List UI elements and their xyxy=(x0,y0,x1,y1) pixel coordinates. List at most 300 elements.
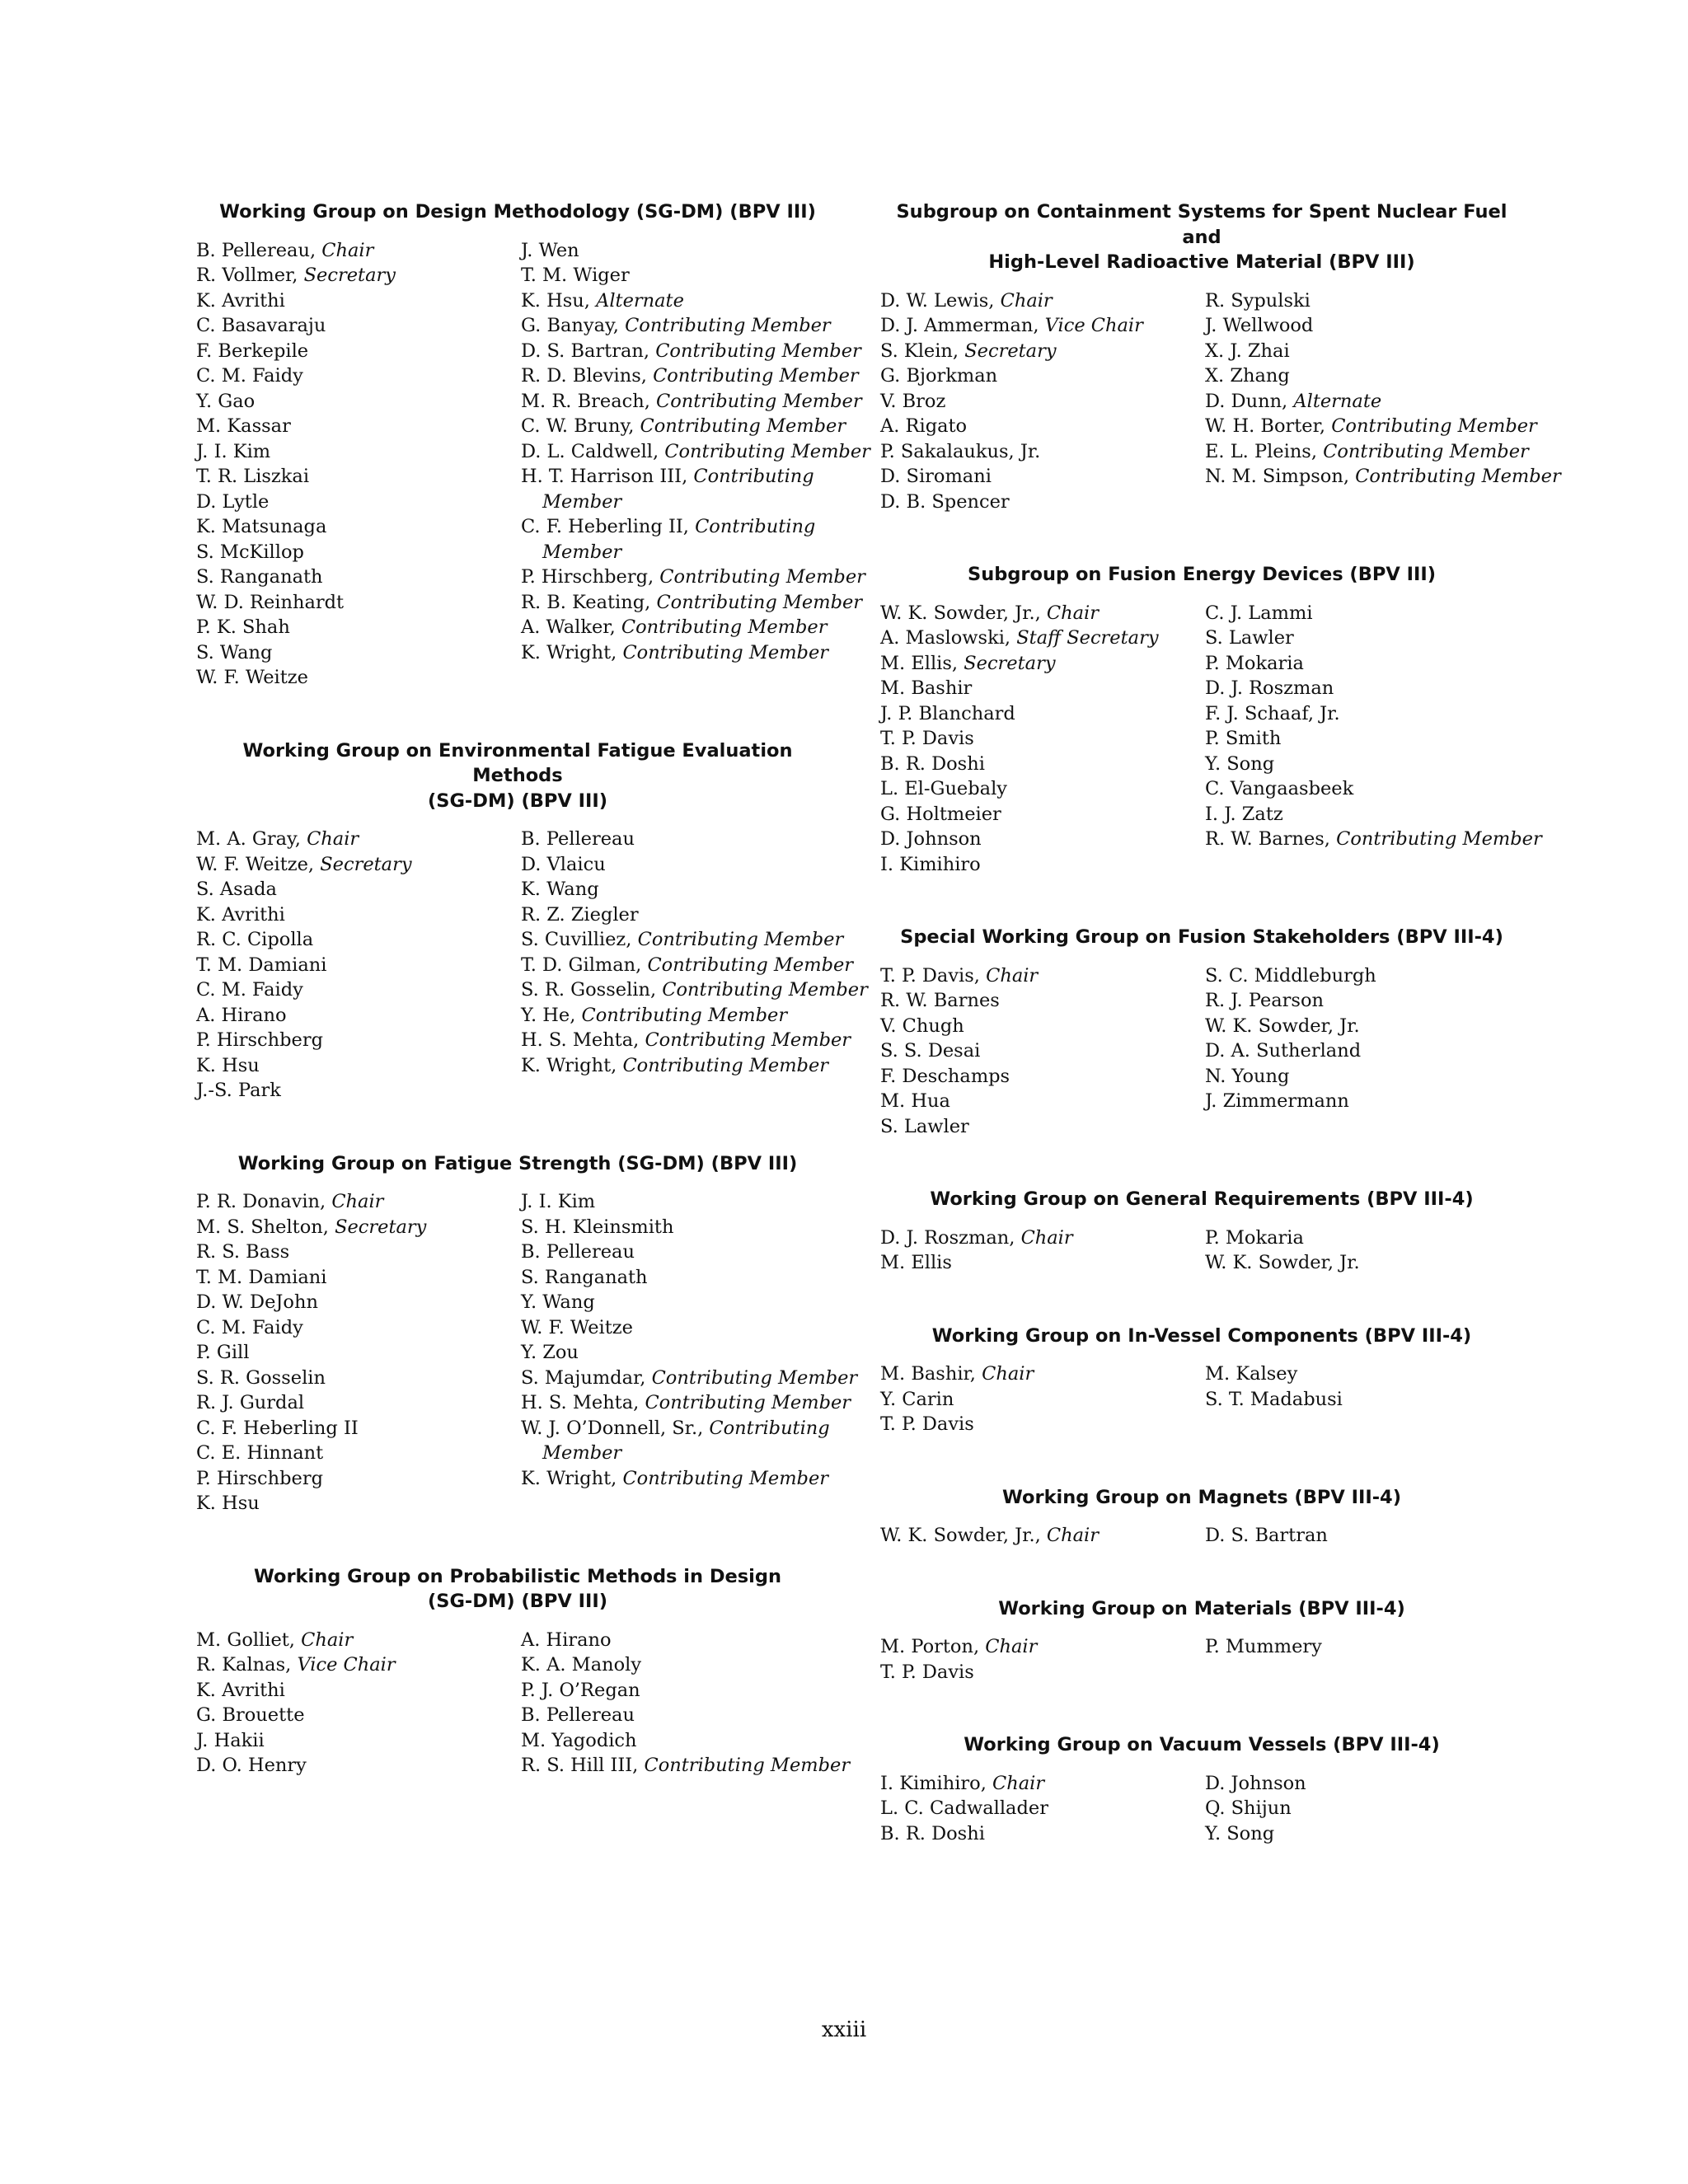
member-name: W. F. Weitze xyxy=(196,667,308,688)
member-name: X. Zhang xyxy=(1205,365,1290,387)
member-name: R. D. Blevins, xyxy=(521,365,647,387)
group-title xyxy=(196,738,839,814)
member-name: D. Siromani xyxy=(880,466,992,487)
committee-group xyxy=(880,1324,1523,1437)
member-entry xyxy=(196,490,521,515)
group-title-line: Working Group on Vacuum Vessels (BPV III-4) xyxy=(964,1734,1440,1755)
group-title-line: Subgroup on Fusion Energy Devices (BPV III) xyxy=(968,564,1436,585)
member-name: M. Bashir, xyxy=(880,1363,976,1385)
member-name: D. Vlaicu xyxy=(521,853,606,875)
member-entry xyxy=(1205,288,1523,314)
group-title-line: (SG-DM) (BPV III) xyxy=(427,790,608,812)
member-name: Y. Song xyxy=(1205,752,1275,775)
member-name: W. H. Borter, xyxy=(1205,415,1326,437)
member-role: Chair xyxy=(1046,1525,1099,1546)
group-title-line: High-Level Radioactive Material (BPV III) xyxy=(988,251,1415,273)
member-entry xyxy=(880,701,1205,727)
member-entry xyxy=(880,288,1205,314)
member-entry xyxy=(880,1660,1205,1685)
member-entry xyxy=(1205,701,1523,727)
committee-group xyxy=(880,1187,1523,1276)
member-entry xyxy=(196,1628,521,1653)
member-role: Contributing Member xyxy=(656,390,862,412)
member-name: P. Mokaria xyxy=(1205,652,1304,674)
member-name: F. Deschamps xyxy=(880,1065,1010,1087)
member-name: W. K. Sowder, Jr., xyxy=(880,602,1041,624)
group-title-line: Working Group on In-Vessel Components (BPV III-4) xyxy=(931,1324,1472,1347)
group-title xyxy=(880,562,1523,588)
member-entry xyxy=(521,339,861,364)
member-entry xyxy=(521,1753,851,1779)
member-name: D. L. Caldwell, xyxy=(521,440,659,462)
member-name: M. S. Shelton, xyxy=(196,1216,329,1238)
member-list xyxy=(880,963,1205,1140)
member-name: P. K. Shah xyxy=(196,616,290,638)
member-entry xyxy=(880,439,1205,465)
member-entry xyxy=(880,726,1205,752)
member-entry xyxy=(196,1290,521,1315)
member-name: K. Wang xyxy=(521,879,599,900)
member-name: D. Johnson xyxy=(880,828,982,850)
member-entry xyxy=(880,752,1205,777)
member-name: S. Klein, xyxy=(880,340,959,362)
member-columns xyxy=(880,1361,1523,1437)
member-name: M. R. Breach, xyxy=(521,390,650,412)
member-name: A. Walker, xyxy=(521,616,616,638)
group-title-line: Working Group on General Requirements (BPV III-4) xyxy=(930,1188,1474,1210)
member-name: Y. Song xyxy=(1205,1822,1275,1844)
member-name: Y. Gao xyxy=(196,390,256,412)
member-role: Chair xyxy=(331,1191,384,1212)
member-entry xyxy=(196,977,521,1003)
group-title xyxy=(196,1151,839,1177)
member-entry xyxy=(196,1366,521,1391)
member-entry xyxy=(1205,802,1523,827)
member-list xyxy=(1205,1634,1523,1685)
member-name: P. R. Donavin, xyxy=(196,1191,326,1212)
member-entry xyxy=(880,313,1205,339)
member-list xyxy=(880,601,1205,878)
member-entry xyxy=(880,1387,1205,1413)
group-title xyxy=(880,925,1523,950)
member-list xyxy=(196,238,521,691)
member-entry xyxy=(196,1703,521,1728)
member-role: Contributing Member xyxy=(645,1392,851,1413)
member-entry xyxy=(196,389,521,415)
member-columns xyxy=(196,1189,858,1516)
member-role: Contributing Member xyxy=(637,929,844,950)
member-entry xyxy=(521,927,844,953)
member-entry xyxy=(1205,752,1523,777)
group-title-line: Subgroup on Containment Systems for Spent Nuclear Fuel and xyxy=(896,201,1507,248)
member-entry xyxy=(880,852,1205,878)
member-role: Chair xyxy=(301,1629,354,1651)
left-column xyxy=(196,199,870,1826)
member-name: L. El-Guebaly xyxy=(880,778,1007,799)
member-name: H. T. Harrison III, xyxy=(521,466,688,487)
member-entry xyxy=(521,389,862,415)
member-name: K. Wright, xyxy=(521,1054,617,1076)
member-name: D. O. Henry xyxy=(196,1755,307,1776)
member-name: F. J. Schaaf, Jr. xyxy=(1205,702,1340,724)
member-entry xyxy=(521,953,854,978)
member-entry xyxy=(521,464,839,514)
member-name: S. Wang xyxy=(196,641,273,663)
member-role: Contributing Member xyxy=(651,1366,858,1389)
member-entry xyxy=(1205,1387,1523,1413)
member-name: W. K. Sowder, Jr. xyxy=(1205,1015,1360,1037)
member-name: B. Pellereau xyxy=(521,828,635,850)
member-role: Contributing Member xyxy=(622,1467,829,1489)
member-entry xyxy=(1205,464,1561,490)
member-entry xyxy=(196,263,521,288)
member-entry xyxy=(521,590,863,616)
member-entry xyxy=(1205,313,1523,339)
member-name: D. J. Roszman, xyxy=(880,1226,1015,1249)
member-entry xyxy=(196,363,521,389)
member-name: P. Mummery xyxy=(1205,1636,1322,1657)
member-name: C. M. Faidy xyxy=(196,365,303,387)
member-entry xyxy=(880,1523,1205,1549)
member-role: Contributing Member xyxy=(542,1417,830,1464)
committee-group xyxy=(880,562,1542,877)
member-role: Vice Chair xyxy=(297,1654,396,1675)
member-entry xyxy=(196,877,521,902)
member-entry xyxy=(521,1652,839,1678)
member-entry xyxy=(521,615,839,640)
member-entry xyxy=(880,776,1205,802)
member-entry xyxy=(521,1003,839,1029)
member-name: V. Broz xyxy=(880,390,946,412)
member-entry xyxy=(196,1240,521,1265)
member-entry xyxy=(1205,1771,1523,1797)
member-entry xyxy=(196,1441,521,1466)
member-role: Contributing Member xyxy=(581,1004,788,1026)
member-entry xyxy=(1205,1038,1523,1064)
member-list xyxy=(1205,1523,1523,1549)
member-role: Contributing Member xyxy=(653,365,859,387)
member-entry xyxy=(196,902,521,928)
member-name: R. Kalnas, xyxy=(196,1654,292,1675)
member-role: Secretary xyxy=(335,1216,427,1238)
member-entry xyxy=(521,263,839,288)
member-name: P. Gill xyxy=(196,1342,250,1363)
member-entry xyxy=(1205,1523,1523,1549)
member-role: Contributing Member xyxy=(644,1755,851,1776)
member-entry xyxy=(880,601,1205,626)
member-list xyxy=(880,1361,1205,1437)
member-entry xyxy=(521,1189,839,1215)
member-entry xyxy=(880,1412,1205,1437)
member-name: Y. He, xyxy=(521,1004,576,1026)
member-name: W. F. Weitze xyxy=(521,1316,633,1338)
member-name: W. J. O’Donnell, Sr., xyxy=(521,1417,704,1439)
member-entry xyxy=(521,414,846,439)
member-name: R. S. Hill III, xyxy=(521,1755,639,1776)
member-name: J. Wen xyxy=(521,239,579,261)
member-entry xyxy=(880,389,1205,415)
member-entry xyxy=(1205,776,1523,802)
member-name: A. Maslowski, xyxy=(880,627,1011,649)
member-name: B. Pellereau xyxy=(521,1241,635,1263)
member-entry xyxy=(196,1003,521,1029)
member-columns xyxy=(196,238,870,691)
member-name: S. T. Madabusi xyxy=(1205,1388,1343,1410)
member-name: C. W. Bruny, xyxy=(521,415,635,437)
group-title-line: (SG-DM) (BPV III) xyxy=(427,1591,608,1612)
member-name: R. J. Pearson xyxy=(1205,990,1325,1011)
member-entry xyxy=(1205,676,1523,701)
member-name: M. Golliet, xyxy=(196,1629,295,1651)
member-name: B. Pellereau, xyxy=(196,239,316,261)
member-name: H. S. Mehta, xyxy=(521,1029,640,1051)
member-entry xyxy=(1205,1250,1523,1276)
member-name: N. M. Simpson, xyxy=(1205,466,1349,487)
member-name: R. S. Bass xyxy=(196,1241,290,1263)
member-role: Secretary xyxy=(303,265,396,286)
member-entry xyxy=(196,1340,521,1366)
member-entry xyxy=(521,1628,839,1653)
member-entry xyxy=(1205,651,1523,677)
group-title-line: Working Group on Fatigue Strength (SG-DM) (BPV III) xyxy=(237,1152,798,1174)
member-name: F. Berkepile xyxy=(196,340,309,362)
member-role: Chair xyxy=(1020,1226,1073,1249)
member-entry xyxy=(196,640,521,666)
committee-group xyxy=(880,1596,1523,1685)
member-name: K. Avrithi xyxy=(196,1679,285,1701)
member-entry xyxy=(1205,1796,1523,1821)
member-entry xyxy=(1205,363,1523,389)
member-columns xyxy=(880,601,1542,878)
group-title-line: Working Group on Design Methodology (SG-DM) (BPV III) xyxy=(219,201,816,223)
member-entry xyxy=(1205,1361,1523,1387)
member-name: Y. Zou xyxy=(521,1342,579,1363)
member-role: Chair xyxy=(1046,602,1099,624)
member-entry xyxy=(196,1728,521,1754)
member-role: Contributing Member xyxy=(1336,828,1542,850)
member-name: S. Majumdar, xyxy=(521,1366,646,1389)
member-entry xyxy=(1205,988,1523,1014)
member-name: S. Ranganath xyxy=(521,1266,648,1288)
committee-group xyxy=(196,738,868,1104)
member-name: D. Lytle xyxy=(196,490,270,513)
member-entry xyxy=(196,1215,521,1240)
member-role: Secretary xyxy=(964,340,1057,362)
member-name: H. S. Mehta, xyxy=(521,1392,640,1413)
member-entry xyxy=(521,1315,839,1341)
member-entry xyxy=(196,288,521,314)
member-entry xyxy=(521,827,839,852)
member-entry xyxy=(521,238,839,264)
member-entry xyxy=(196,1078,521,1104)
group-title xyxy=(880,1485,1523,1511)
committee-group xyxy=(880,199,1561,514)
group-title-line: Working Group on Magnets (BPV III-4) xyxy=(1002,1486,1401,1508)
member-entry xyxy=(880,963,1205,989)
member-entry xyxy=(1205,827,1542,852)
member-list xyxy=(196,1628,521,1779)
committee-group xyxy=(196,1151,858,1516)
member-entry xyxy=(880,490,1205,515)
member-role: Contributing Member xyxy=(659,566,865,588)
committee-group xyxy=(880,1732,1523,1846)
member-entry xyxy=(521,1466,839,1492)
member-entry xyxy=(1205,1014,1523,1039)
member-name: K. Avrithi xyxy=(196,903,285,926)
group-title xyxy=(880,1596,1523,1622)
member-name: M. Yagodich xyxy=(521,1729,637,1751)
member-name: J. I. Kim xyxy=(196,440,271,462)
member-columns xyxy=(196,827,868,1104)
member-entry xyxy=(196,590,521,616)
member-role: Contributing Member xyxy=(625,315,831,336)
member-name: P. Hirschberg, xyxy=(521,566,654,588)
member-name: A. Rigato xyxy=(880,415,968,437)
member-entry xyxy=(1205,1064,1523,1090)
member-entry xyxy=(196,1491,521,1516)
member-name: C. F. Heberling II xyxy=(196,1417,359,1439)
member-entry xyxy=(1205,439,1529,465)
member-name: M. A. Gray, xyxy=(196,828,301,850)
member-name: T. P. Davis xyxy=(880,728,974,749)
member-role: Contributing Member xyxy=(622,1054,829,1076)
member-name: Y. Wang xyxy=(521,1291,595,1313)
member-entry xyxy=(880,988,1205,1014)
member-name: P. Hirschberg xyxy=(196,1467,323,1489)
member-role: Chair xyxy=(307,828,359,850)
member-list xyxy=(521,238,870,691)
member-name: K. Hsu xyxy=(196,1493,260,1514)
member-list xyxy=(1205,601,1542,878)
member-list xyxy=(880,1771,1205,1847)
member-entry xyxy=(196,827,521,852)
member-name: B. Pellereau xyxy=(521,1704,635,1726)
member-role: Chair xyxy=(986,964,1039,987)
member-name: S. R. Gosselin xyxy=(196,1366,326,1389)
member-name: D. J. Roszman xyxy=(1205,677,1334,699)
member-entry xyxy=(880,1014,1205,1039)
member-name: D. J. Ammerman, xyxy=(880,315,1039,336)
member-entry xyxy=(196,927,521,953)
member-entry xyxy=(880,651,1205,677)
member-entry xyxy=(521,1028,851,1053)
member-entry xyxy=(196,1652,521,1678)
member-list xyxy=(1205,1361,1523,1437)
member-name: N. Young xyxy=(1205,1065,1290,1087)
member-name: P. J. O’Regan xyxy=(521,1679,640,1701)
member-name: M. Ellis, xyxy=(880,652,959,674)
member-entry xyxy=(196,565,521,590)
member-entry xyxy=(1205,963,1523,989)
member-entry xyxy=(521,1728,839,1754)
member-name: J. Wellwood xyxy=(1205,315,1314,336)
member-name: R. Sypulski xyxy=(1205,289,1311,312)
member-name: S. Asada xyxy=(196,879,277,900)
member-name: C. Vangaasbeek xyxy=(1205,778,1354,799)
member-entry xyxy=(196,852,521,878)
member-name: W. K. Sowder, Jr. xyxy=(1205,1252,1360,1273)
member-name: S. R. Gosselin, xyxy=(521,979,657,1001)
member-role: Chair xyxy=(1000,289,1053,312)
member-entry xyxy=(1205,339,1523,364)
member-name: P. Smith xyxy=(1205,728,1282,749)
member-entry xyxy=(196,540,521,565)
member-columns xyxy=(880,288,1561,515)
member-name: W. F. Weitze, xyxy=(196,853,315,875)
right-column xyxy=(880,199,1561,1894)
member-entry xyxy=(521,363,859,389)
member-entry xyxy=(196,1416,521,1441)
member-name: C. J. Lammi xyxy=(1205,602,1313,624)
member-role: Contributing Member xyxy=(656,591,863,613)
member-role: Contributing Member xyxy=(664,440,870,462)
member-role: Chair xyxy=(321,239,374,261)
member-entry xyxy=(196,1315,521,1341)
member-name: T. P. Davis xyxy=(880,1413,974,1435)
member-role: Contributing Member xyxy=(645,1029,851,1051)
member-name: P. Mokaria xyxy=(1205,1226,1304,1249)
group-title xyxy=(880,1732,1523,1758)
member-name: R. Z. Ziegler xyxy=(521,903,639,926)
member-name: D. S. Bartran, xyxy=(521,340,650,362)
group-title xyxy=(880,1324,1523,1349)
committee-group xyxy=(880,1485,1523,1549)
member-entry xyxy=(196,1466,521,1492)
member-name: R. J. Gurdal xyxy=(196,1392,305,1413)
member-entry xyxy=(521,852,839,878)
member-name: D. W. DeJohn xyxy=(196,1291,318,1313)
member-role: Contributing Member xyxy=(622,641,829,663)
member-entry xyxy=(880,1064,1205,1090)
group-title xyxy=(196,199,839,225)
member-name: W. D. Reinhardt xyxy=(196,591,345,613)
member-entry xyxy=(196,1390,521,1416)
member-columns xyxy=(880,1523,1523,1549)
member-name: R. W. Barnes, xyxy=(1205,828,1330,850)
member-name: T. M. Damiani xyxy=(196,954,327,976)
member-name: D. A. Sutherland xyxy=(1205,1040,1362,1062)
member-role: Contributing Member xyxy=(655,340,861,362)
member-entry xyxy=(521,1053,839,1079)
member-entry xyxy=(196,1053,521,1079)
member-name: G. Banyay, xyxy=(521,315,619,336)
member-entry xyxy=(880,1361,1205,1387)
member-entry xyxy=(521,1678,839,1704)
member-entry xyxy=(196,439,521,465)
member-name: C. M. Faidy xyxy=(196,979,303,1001)
member-list xyxy=(880,288,1205,515)
member-entry xyxy=(1205,389,1523,415)
member-entry xyxy=(521,1240,839,1265)
member-entry xyxy=(521,439,870,465)
member-name: R. C. Cipolla xyxy=(196,929,314,950)
committee-group xyxy=(880,925,1523,1139)
member-name: W. K. Sowder, Jr., xyxy=(880,1525,1041,1546)
member-entry xyxy=(521,902,839,928)
member-name: R. W. Barnes xyxy=(880,990,1000,1011)
member-role: Alternate xyxy=(596,289,684,312)
committee-group xyxy=(196,1564,851,1779)
member-entry xyxy=(1205,1821,1523,1847)
member-list xyxy=(196,1189,521,1516)
member-name: B. R. Doshi xyxy=(880,752,985,775)
member-entry xyxy=(521,313,839,339)
member-entry xyxy=(521,1290,839,1315)
member-name: M. Kalsey xyxy=(1205,1363,1298,1385)
member-entry xyxy=(196,665,521,691)
member-entry xyxy=(196,1189,521,1215)
member-entry xyxy=(880,802,1205,827)
